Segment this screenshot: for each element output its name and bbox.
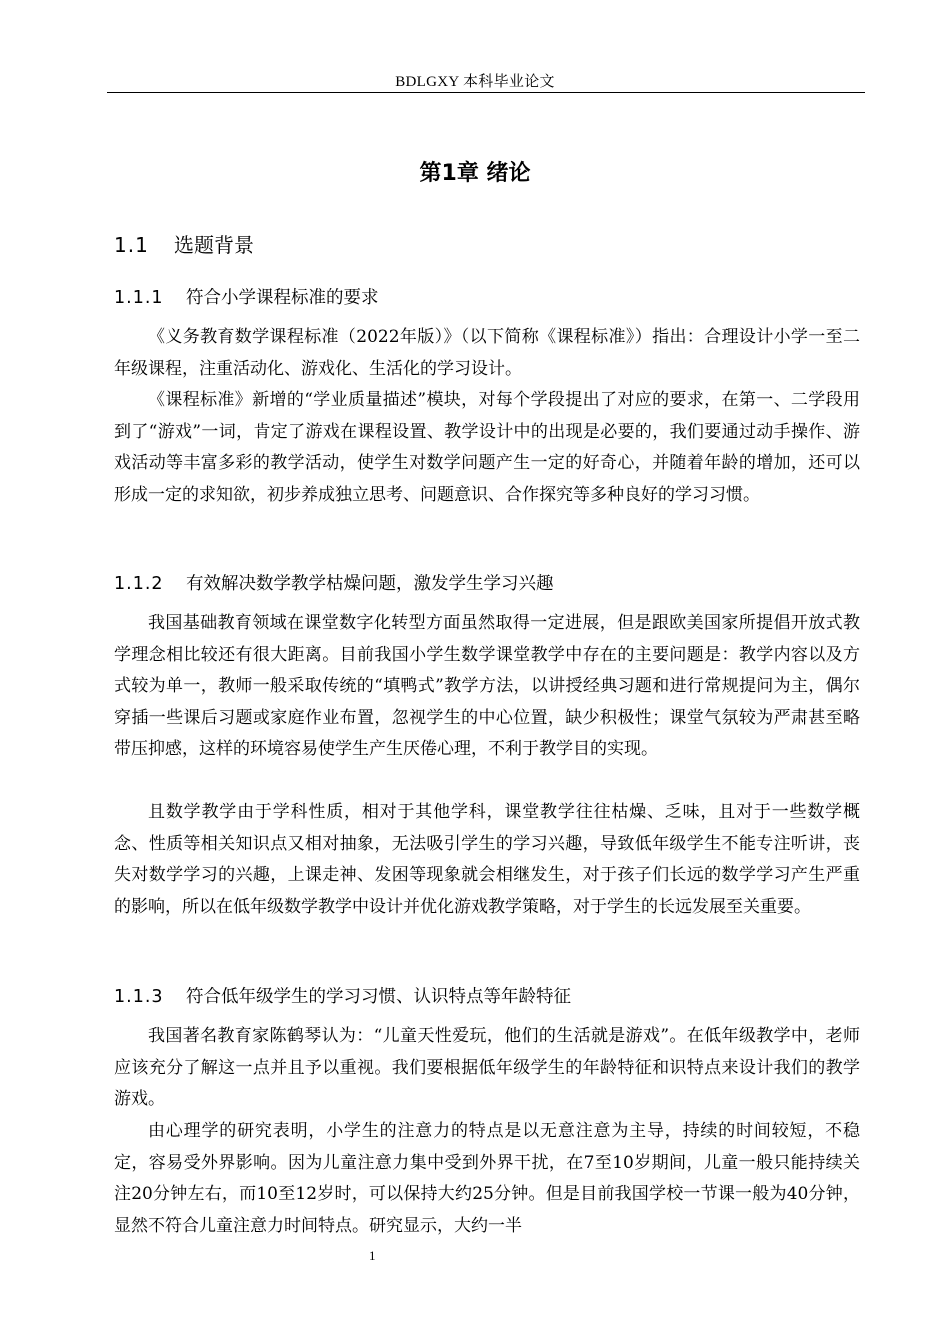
subsection-title: 符合低年级学生的学习习惯、认识特点等年龄特征: [186, 987, 571, 1007]
subsection-number: 1.1.1: [114, 288, 164, 308]
section-title: 选题背景: [174, 233, 254, 257]
subsection-heading-1-1-3: [114, 983, 571, 1008]
subsection-number: 1.1.2: [114, 574, 164, 594]
body-paragraph: 由心理学的研究表明，小学生的注意力的特点是以无意注意为主导，持续的时间较短，不稳定，容易受外界影响。因为儿童注意力集中受到外界干扰，在7至10岁期间，儿童一般只能持续关注20分钟左右，而10至12岁时，可以保持大约25分钟。但是目前我国学校一节课一般为40分钟，显然不符合儿童注意力时间特点。研究显示，大约一半: [114, 1121, 860, 1236]
subsection-heading-1-1-2: [114, 570, 554, 595]
subsection-heading-1-1-1: [114, 284, 379, 309]
section-number: 1.1: [114, 233, 149, 257]
body-paragraph: 我国基础教育领域在课堂数字化转型方面虽然取得一定进展，但是跟欧美国家所提倡开放式教学理念相比较还有很大距离。目前我国小学生数学课堂教学中存在的主要问题是：教学内容以及方式较为单一，教师一般采取传统的“填鸭式”教学方法，以讲授经典习题和进行常规提问为主，偶尔穿插一些课后习题或家庭作业布置，忽视学生的中心位置，缺少积极性；课堂气氛较为严肃甚至略带压抑感，这样的环境容易使学生产生厌倦心理，不利于教学目的实现。: [114, 613, 860, 760]
chapter-title: 第1章 绪论: [419, 161, 531, 186]
subsection-title: 符合小学课程标准的要求: [186, 288, 379, 308]
body-paragraph: 《义务教育数学课程标准（2022年版）》（以下简称《课程标准》）指出：合理设计小学一至二年级课程，注重活动化、游戏化、生活化的学习设计。: [114, 327, 860, 379]
subsection-title: 有效解决数学教学枯燥问题，激发学生学习兴趣: [186, 574, 554, 594]
header-divider: [107, 92, 865, 93]
section-heading-1-1: [114, 229, 254, 258]
body-paragraph: 且数学教学由于学科性质，相对于其他学科，课堂教学往往枯燥、乏味，且对于一些数学概念、性质等相关知识点又相对抽象，无法吸引学生的学习兴趣，导致低年级学生不能专注听讲，丧失对数学学习的兴趣，上课走神、发困等现象就会相继发生，对于孩子们长远的数学学习产生严重的影响，所以在低年级数学教学中设计并优化游戏教学策略，对于学生的长远发展至关重要。: [114, 802, 860, 917]
body-paragraph: 我国著名教育家陈鹤琴认为：“儿童天性爱玩，他们的生活就是游戏”。在低年级教学中，老师应该充分了解这一点并且予以重视。我们要根据低年级学生的年龄特征和识特点来设计我们的教学游戏。: [114, 1026, 860, 1110]
page-number: 1: [369, 1248, 376, 1263]
running-header: BDLGXY 本科毕业论文: [395, 74, 555, 90]
subsection-number: 1.1.3: [114, 987, 164, 1007]
body-paragraph: 《课程标准》新增的“学业质量描述”模块，对每个学段提出了对应的要求，在第一、二学段用到了“游戏”一词，肯定了游戏在课程设置、教学设计中的出现是必要的，我们要通过动手操作、游戏活动等丰富多彩的教学活动，使学生对数学问题产生一定的好奇心，并随着年龄的增加，还可以形成一定的求知欲，初步养成独立思考、问题意识、合作探究等多种良好的学习习惯。: [114, 390, 860, 505]
